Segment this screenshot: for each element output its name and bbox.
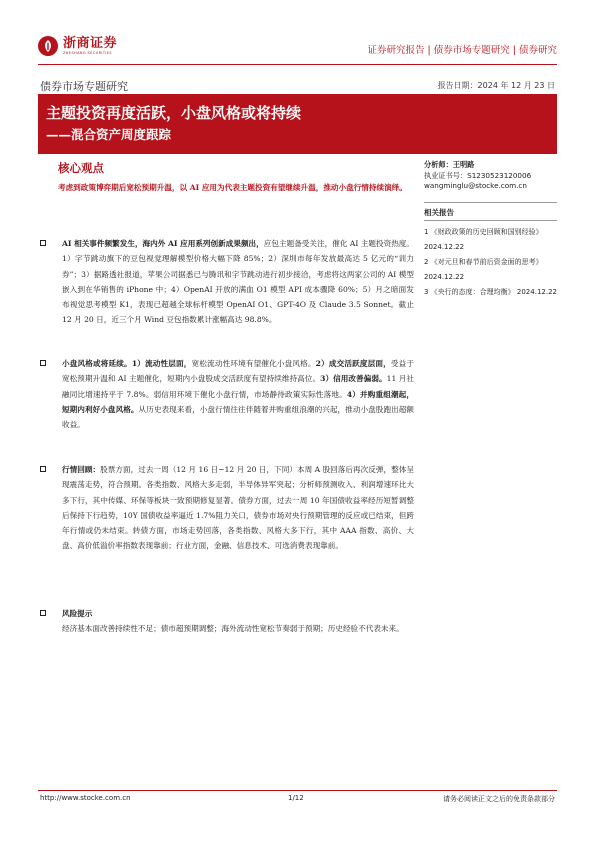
bullet-small-cap [40,356,414,432]
bullet-text: 经济基本面改善持续性不足；债市超预期调整；海外流动性宽松节奏弱于预期；历史经验不代表未来。 [62,624,404,634]
section-label: 债券市场专题研究 [40,80,128,93]
bullet-lead: 小盘风格或将延续。 [62,359,132,368]
point-text: 受益于宽松预期升温和 AI 主题催化，短期内小盘股成交活跃度有望持续维持高位。 [62,359,414,384]
header-divider [38,64,557,65]
point-head: 2）成交活跃度层面， [315,359,391,368]
page-subtitle: ——混合资产周度跟踪 [46,127,172,142]
bullet-box-icon [40,360,46,366]
related-report-item[interactable]: 2 《对元旦和春节前后资金面的思考》 2024.12.22 [424,257,543,281]
analyst-label: 分析师： [424,160,453,169]
analyst-row [424,160,557,171]
bullet-lead: 行情回顾： [62,465,101,474]
bullet-market-review [40,462,414,554]
bullet-ai-events [40,236,414,328]
point-head: 4）并购重组潮起，短期内利好小盘风格。 [62,389,414,414]
bullet-box-icon [40,610,46,616]
point-text: 宽松流动性环境有望催化小盘风格。 [191,359,316,368]
bullet-box-icon [40,466,46,472]
bullet-text: 股票方面，过去一周（12 月 16 日~12 月 20 日，下同）本周 A 股回落后再次反弹，整体呈现震荡走势，符合预期。各类指数、风格大多走弱，半导体异军突起；分析师预测收入、利润增速环比大多下行，其中传媒、环保等板块一致预期修复显著。债券方面，过去一周 10 年国债收益率经历短暂调整后保持下行趋势，10Y 国债收益率逼近 1.7%阻力关口，债券市场对央行预期管理的反应或已结束，但跨年行情或仍未结束。转债方面，市场走势回落，各类指数、风格大多下行，其中 AAA 指数、高价、大盘、高价低溢价率指数表现靠前；行业方面，金融、信息技术、可选消费表现靠前。 [62,465,414,551]
summary-text: 考虑到政策博弈期后宽松预期升温，以 AI 应用为代表主题投资有望继续升温，推动小盘行情持续演绎。 [58,183,407,192]
header-nav: 证券研究报告 | 债券市场专题研究 | 债券研究 [367,45,557,56]
footer-divider [38,790,557,791]
page-number: 1/12 [288,794,304,802]
point-head: 3）信用改善偏弱。 [320,374,387,384]
logo-emblem-icon [38,36,58,56]
sidebar [424,160,557,300]
related-reports-heading: 相关报告 [424,202,557,220]
related-reports-list [424,220,557,300]
analyst-name: 王明路 [452,160,475,169]
bullet-risk [40,606,414,637]
footer-disclaimer: 请务必阅读正文之后的免责条款部分 [443,795,555,803]
title-banner [38,94,557,154]
point-text: 从历史表现来看，小盘行情往往伴随着并购重组浪潮的兴起，推动小盘股跑出超额收益。 [62,404,415,430]
brand-logo [38,36,117,56]
point-text: 11 月社融同比增速持平于 7.8%。弱信用环境下催化小盘行情，市场静待政策实际性落地。 [62,374,414,399]
bullet-lead: 风险提示 [62,609,93,618]
logo-name: 浙商证券 [63,35,118,51]
core-view-heading: 核心观点 [58,161,104,175]
page-title: 主题投资再度活跃，小盘风格或将持续 [46,104,302,122]
related-report-item[interactable]: 3 《央行的态度：合理均衡》 2024.12.22 [424,287,557,296]
analyst-email[interactable]: wangminglu@stocke.com.cn [424,181,527,190]
cert-number: S1230523120006 [467,170,532,180]
bullet-box-icon [40,240,46,246]
related-report-item[interactable]: 1 《财政政策的历史回顾和国别经验》 2024.12.22 [424,227,543,251]
cert-label: 执业证书号： [424,170,468,180]
bullet-text: 应包主题备受关注，催化 AI 主题投资热度。1）字节跳动旗下的豆包视觉理解模型价格大幅下降 85%；2）深圳市每年发放最高达 5 亿元的“训力券”；3）据路透社报道，苹果公司据悉已与腾讯和字节跳动进行初步接洽，考虑将这两家公司的 AI 模型嵌入到在华销售的 iPhone 中；4）OpenAI 开放的满血 O1 模型 API 成本骤降 60%；5）月之暗面发布视觉思考模型 K1，表现已超越全球标杆模型 OpenAI O1、GPT-4O 及 Claude 3.5 Sonnet。截止 12 月 20 日，近三个月 Wind 豆包指数累计涨幅高达 98.8%。 [62,239,414,325]
footer-url[interactable]: http://www.stocke.com.cn [40,794,131,802]
bullet-lead: AI 相关事件频繁发生，海内外 AI 应用系列创新成果频出， [62,239,264,248]
logo-name-en: ZHESHANG SECURITIES [63,50,113,55]
point-head: 1）流动性层面， [131,359,192,368]
report-date: 报告日期：2024 年 12 月 23 日 [437,81,555,90]
cert-row [424,171,557,182]
